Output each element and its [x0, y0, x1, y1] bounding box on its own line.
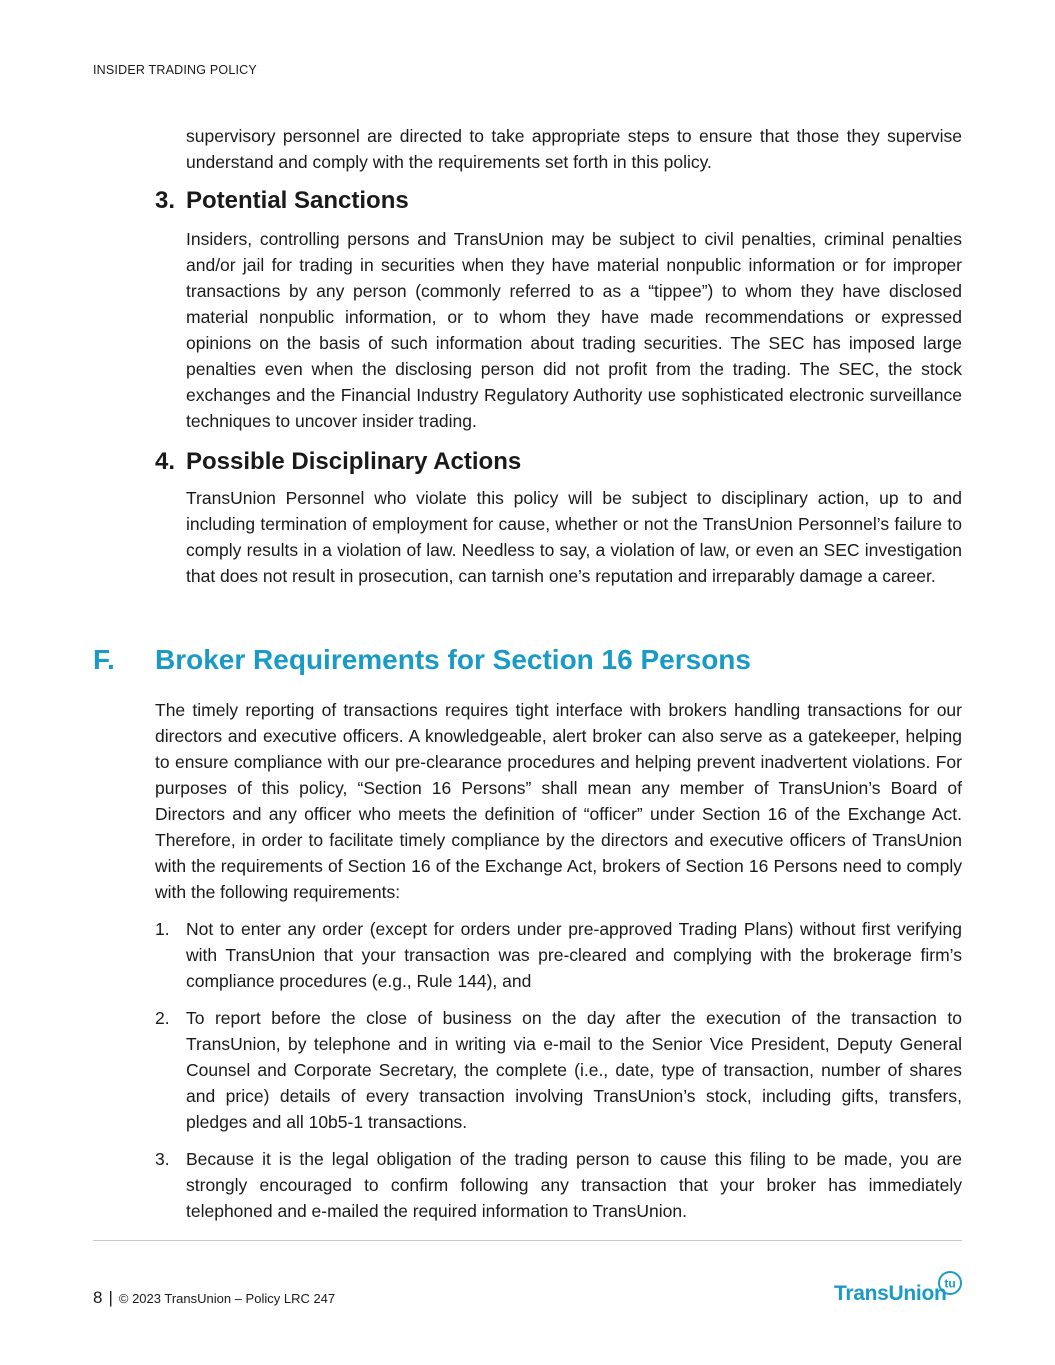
list-text: To report before the close of business on the day after the execution of the transaction to TransUnion, by telephone and in writing via e-mail to the Senior Vice President, Deputy General Counsel and Corporate Secretary, the complete (i.e., date, type of transaction, number of shares and price) details of every transaction involving TransUnion’s stock, including gifts, transfers, pledges and all 10b5-1 transactions.	[186, 1008, 962, 1132]
transunion-logo	[834, 1268, 964, 1308]
section-letter: F.	[93, 644, 115, 675]
tu-badge-icon	[935, 1268, 965, 1298]
footer	[93, 1288, 335, 1308]
logo-wordmark: TransUnion	[834, 1282, 947, 1305]
disciplinary-actions-body: TransUnion Personnel who violate this policy will be subject to disciplinary action, up to and including termination of employment for cause, whether or not the TransUnion Personnel’s failure to comply results in a violation of law. Needless to say, a violation of law, or even an SEC investigation that does not result in prosecution, can tarnish one’s reputation and irreparably damage a career.	[186, 488, 962, 586]
list-text: Not to enter any order (except for orders under pre-approved Trading Plans) without first verifying with TransUnion that your transaction was pre-cleared and complying with the brokerage firm’s compliance procedures (e.g., Rule 144), and	[186, 919, 962, 991]
section-f-body: The timely reporting of transactions requires tight interface with brokers handling transactions for our directors and executive officers. A knowledgeable, alert broker can also serve as a gatekeeper, helping to ensure compliance with our pre-clearance procedures and helping prevent inadvertent violations. For purposes of this policy, “Section 16 Persons” shall mean any member of TransUnion’s Board of Directors and any officer who meets the definition of “officer” under Section 16 of the Exchange Act. Therefore, in order to facilitate timely compliance by the directors and executive officers of TransUnion with the requirements of Section 16 of the Exchange Act, brokers of Section 16 Persons need to comply with the following requirements:	[155, 700, 962, 902]
page-number: 8	[93, 1288, 103, 1307]
heading-disciplinary-actions	[155, 447, 962, 477]
list-item	[155, 1005, 962, 1135]
list-text: Because it is the legal obligation of the trading person to cause this filing to be made, you are strongly encouraged to confirm following any transaction that your broker has immediately telephoned and e-mailed the required information to TransUnion.	[186, 1149, 962, 1221]
list-number: 3.	[155, 1149, 170, 1169]
footer-divider	[93, 1240, 962, 1241]
list-number: 2.	[155, 1008, 170, 1028]
list-item	[155, 1146, 962, 1224]
intro-paragraph: supervisory personnel are directed to take appropriate steps to ensure that those they supervise understand and comply with the requirements set forth in this policy.	[186, 126, 962, 172]
heading-potential-sanctions	[155, 186, 962, 216]
heading-text: Potential Sanctions	[186, 187, 409, 214]
heading-text: Possible Disciplinary Actions	[186, 448, 522, 475]
list-number: 1.	[155, 919, 170, 939]
potential-sanctions-body: Insiders, controlling persons and TransUnion may be subject to civil penalties, criminal penalties and/or jail for trading in securities when they have material nonpublic information or for improper transactions by any person (commonly referred to as a “tippee”) to whom they have disclosed material nonpublic information, or to whom they have made recommendations or expressed opinions on the basis of such information about trading securities. The SEC has imposed large penalties even when the disclosing person did not profit from the trading. The SEC, the stock exchanges and the Financial Industry Regulatory Authority use sophisticated electronic surveillance techniques to uncover insider trading.	[186, 229, 962, 431]
running-header: INSIDER TRADING POLICY	[93, 63, 257, 77]
copyright-text: © 2023 TransUnion – Policy LRC 247	[118, 1290, 336, 1306]
heading-number: 4.	[155, 448, 176, 475]
logo-badge-text: tu	[944, 1276, 956, 1291]
section-f-heading	[93, 643, 962, 677]
section-title: Broker Requirements for Section 16 Persons	[155, 644, 751, 675]
list-item	[155, 916, 962, 994]
footer-separator: |	[108, 1288, 113, 1307]
heading-number: 3.	[155, 187, 176, 214]
